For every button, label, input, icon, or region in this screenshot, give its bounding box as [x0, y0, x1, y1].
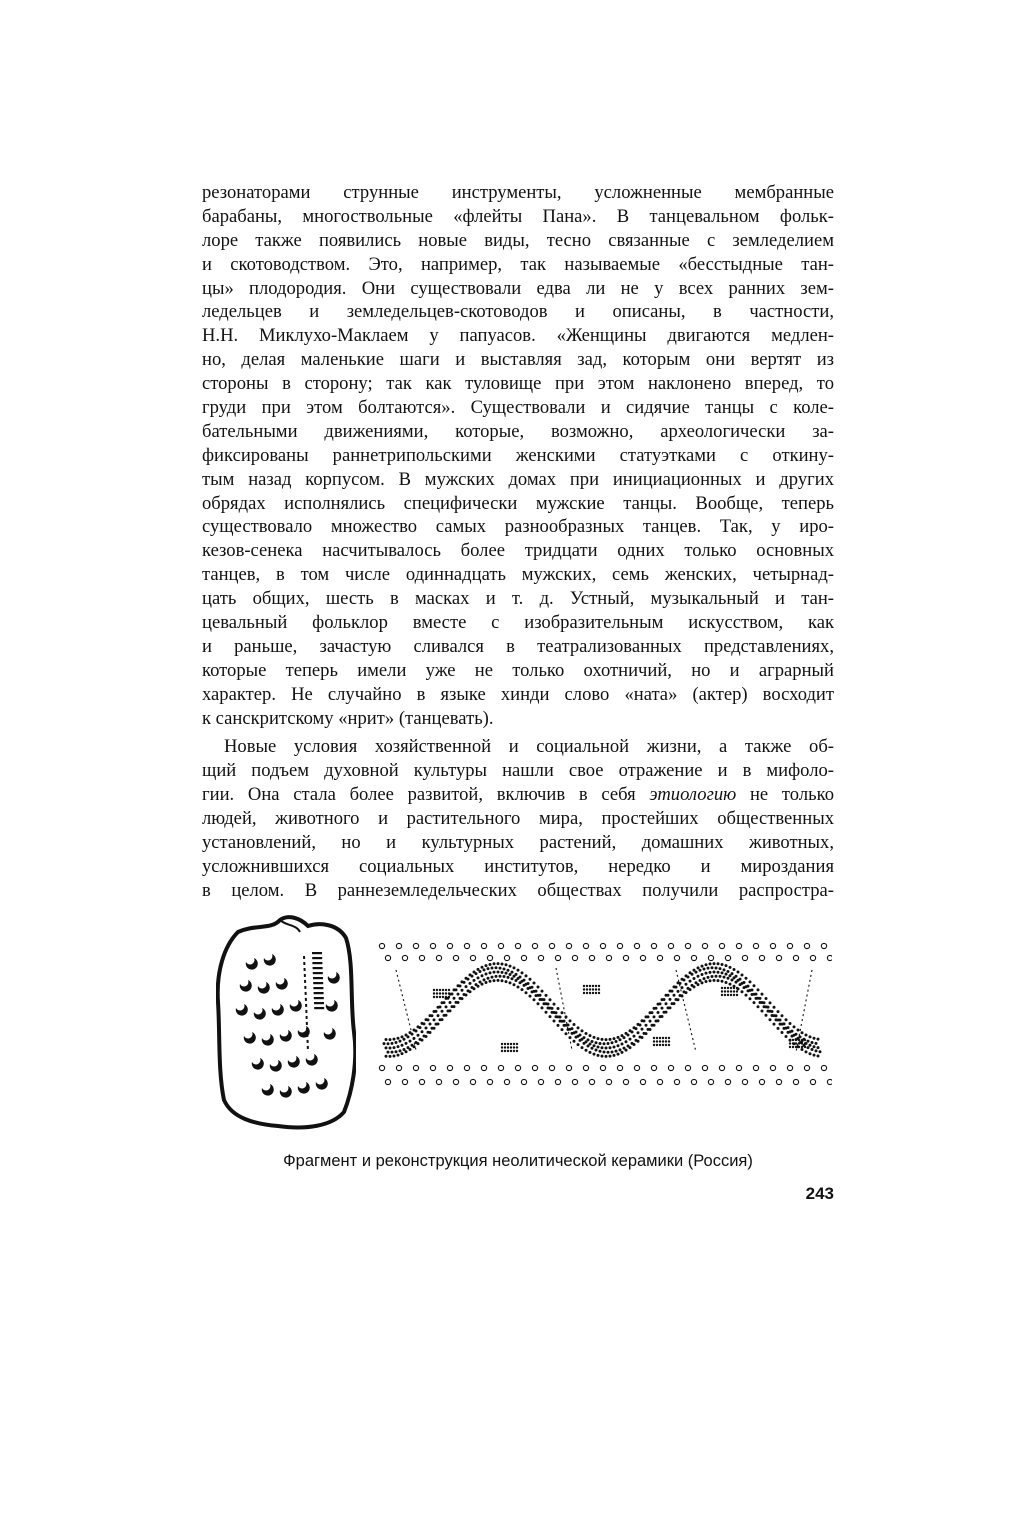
text-line: но, делая маленькие шаги и выставляя зад, которым они вертят из	[202, 349, 834, 371]
text-line: установлений, но и культурных растений, домашних животных,	[202, 832, 834, 854]
text-line: Н.Н. Миклухо-Маклаем у папуасов. «Женщины двигаются медлен-	[202, 325, 834, 347]
text-line: и раньше, зачастую сливался в театрализованных представлениях,	[202, 635, 834, 657]
text-line: в целом. В раннеземледельческих обществах получили распростра-	[202, 879, 834, 901]
body-text	[202, 181, 834, 903]
text-line: цевальный фольклор вместе с изобразительным искусством, как	[202, 612, 834, 634]
text-line: существовало множество самых разнообразных танцев. Так, у иро-	[202, 516, 834, 538]
text-run: не только	[736, 784, 834, 806]
text-line: Новые условия хозяйственной и социальной жизни, а также об-	[224, 736, 834, 758]
ceramic-reconstruction-illustration	[376, 940, 832, 1108]
page-number: 243	[805, 1184, 834, 1203]
text-line: фиксированы раннетрипольскими женскими статуэтками с откину-	[202, 444, 834, 466]
text-line: стороны в сторону; так как туловище при этом наклонено вперед, то	[202, 373, 834, 395]
text-line: танцев, в том числе одиннадцать мужских, семь женских, четырнад-	[202, 564, 834, 586]
text-line: тым назад корпусом. В мужских домах при инициационных и других	[202, 468, 834, 490]
text-line: характер. Не случайно в языке хинди слово «ната» (актер) восходит	[202, 683, 834, 705]
text-line-with-italic	[202, 783, 834, 807]
text-line: которые теперь имели уже не только охотничий, но и аграрный	[202, 659, 834, 681]
text-line: цать общих, шесть в масках и т. д. Устный, музыкальный и тан-	[202, 588, 834, 610]
text-line: к санскритскому «нрит» (танцевать).	[202, 707, 494, 729]
text-line: усложнившихся социальных институтов, нередко и мироздания	[202, 855, 834, 877]
text-line: обрядах исполнялись специфически мужские танцы. Вообще, теперь	[202, 492, 834, 514]
text-line: барабаны, многоствольные «флейты Пана». В танцевальном фольк-	[202, 205, 834, 227]
text-line: груди при этом болтаются». Существовали и сидячие танцы с коле-	[202, 397, 834, 419]
ceramic-fragment-illustration	[216, 912, 356, 1134]
italic-term: этиологию	[649, 784, 737, 806]
text-line: цы» плодородия. Они существовали едва ли не у всех ранних зем-	[202, 277, 834, 299]
text-line: резонаторами струнные инструменты, усложненные мембранные	[202, 182, 834, 203]
text-line: щий подъем духовной культуры нашли свое отражение и в мифоло-	[202, 760, 834, 782]
ceramics-figure	[202, 912, 834, 1137]
figure-caption: Фрагмент и реконструкция неолитической керамики (Россия)	[283, 1152, 753, 1170]
text-line: людей, животного и растительного мира, простейших общественных	[202, 808, 834, 830]
text-line: и скотоводством. Это, например, так называемые «бесстыдные тан-	[202, 253, 834, 275]
text-run: гии. Она стала более развитой, включив в себя	[202, 784, 650, 806]
text-line: лоре также появились новые виды, тесно связанные с земледелием	[202, 229, 834, 251]
text-line: ледельцев и земледельцев-скотоводов и описаны, в частности,	[202, 301, 834, 323]
text-line: бательными движениями, которые, возможно, археологически за-	[202, 420, 834, 442]
paragraph-1	[202, 181, 834, 730]
text-line: кезов-сенека насчитывалось более тридцати одних только основных	[202, 540, 834, 562]
paragraph-2	[202, 735, 834, 902]
